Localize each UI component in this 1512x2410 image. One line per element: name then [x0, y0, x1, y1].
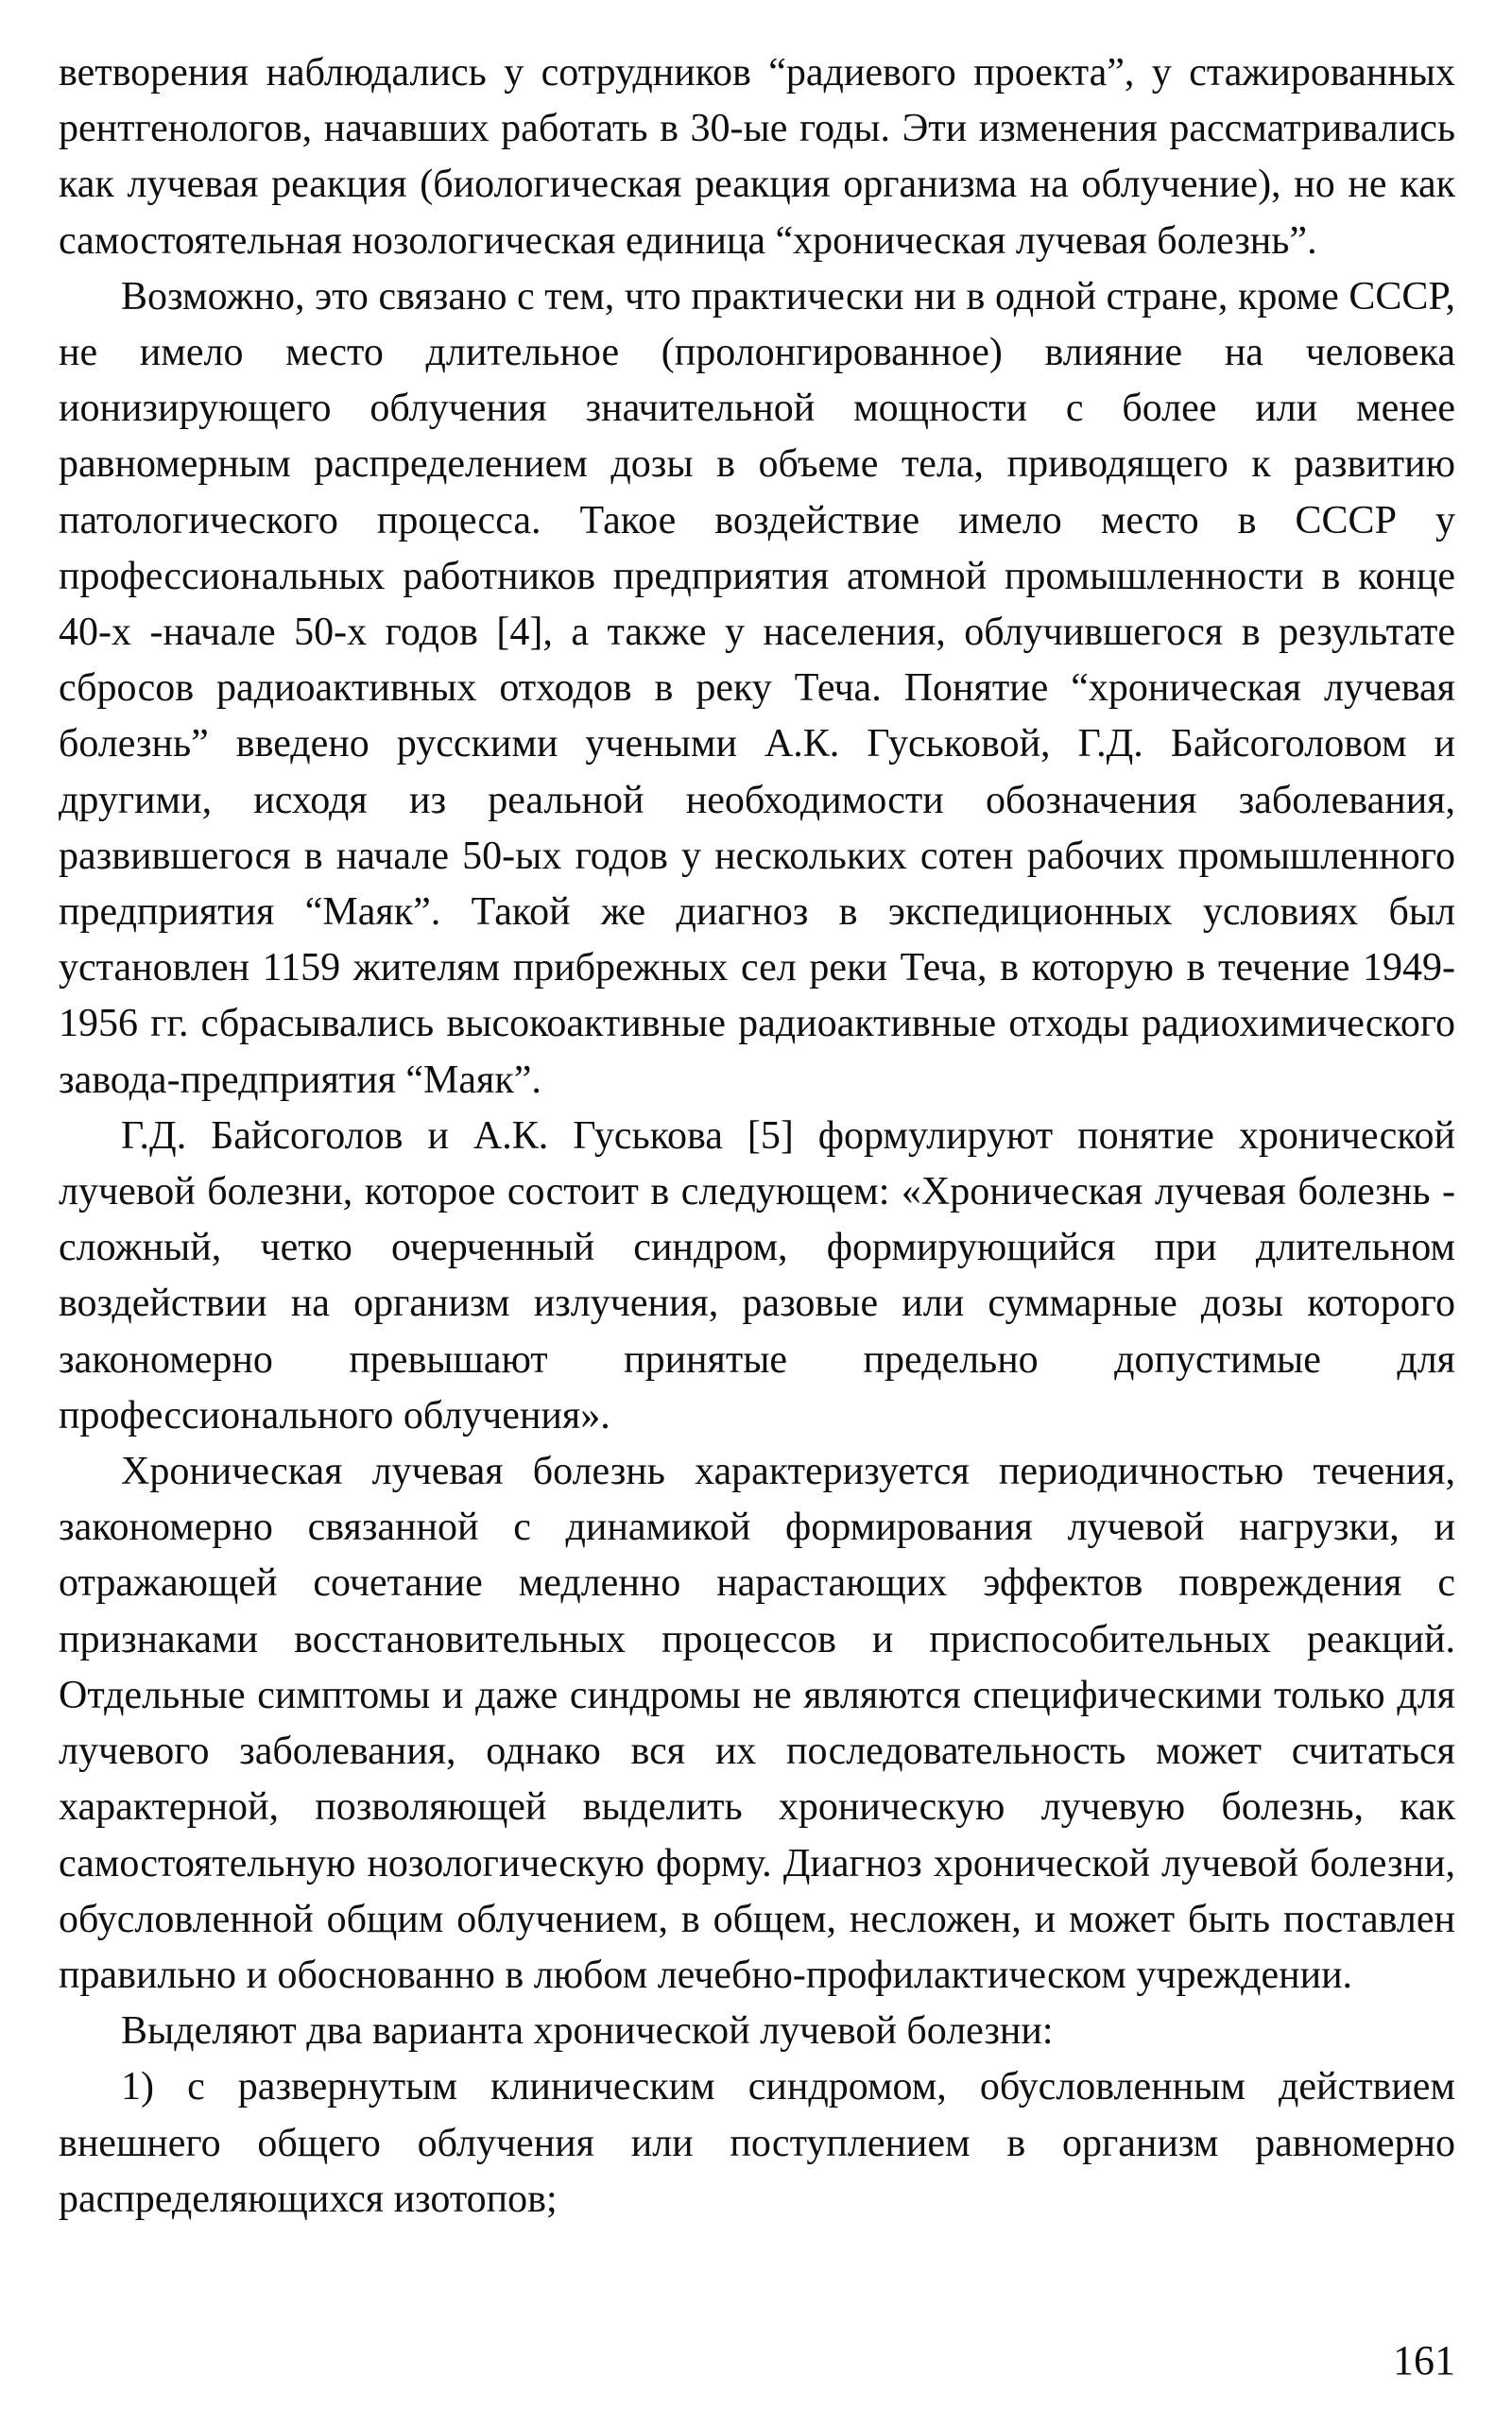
body-text — [59, 45, 1455, 2228]
paragraph-possible-reason: Возможно, это связано с тем, что практически ни в одной стране, кроме СССР, не имело место длительное (пролонгированное) влияние на человека ионизирующего облучения значительной мощности с более или менее равномерным распределением дозы в объеме тела, приводящего к развитию патологического процесса. Такое воздействие имело место в СССР у профессиональных работников предприятия атомной промышленности в конце 40-х -начале 50-х годов [4], а также у населения, облучившегося в результате сбросов радиоактивных отходов в реку Теча. Понятие “хроническая лучевая болезнь” введено русскими учеными А.К. Гуськовой, Г.Д. Байсоголовом и другими, исходя из реальной необходимости обозначения заболевания, развившегося в начале 50-ых годов у нескольких сотен рабочих промышленного предприятия “Маяк”. Такой же диагноз в экспедиционных условиях был установлен 1159 жителям прибрежных сел реки Теча, в которую в течение 1949-1956 гг. сбрасывались высокоактивные радиоактивные отходы радиохимического завода-предприятия “Маяк”. — [59, 274, 1455, 1102]
paragraph-variants-intro: Выделяют два варианта хронической лучевой болезни: — [121, 2009, 1054, 2054]
list-item-variant-1: 1) с развернутым клиническим синдромом, обусловленным действием внешнего общего облучения или поступлением в организм равномерно распределяющихся изотопов; — [59, 2065, 1455, 2221]
paragraph-definition: Г.Д. Байсоголов и А.К. Гуськова [5] формулируют понятие хронической лучевой болезни, которое состоит в следующем: «Хроническая лучевая болезнь - сложный, четко очерченный синдром, формирующийся при длительном воздействии на организм излучения, разовые или суммарные дозы которого закономерно превышают принятые предельно допустимые для профессионального облучения». — [59, 1113, 1455, 1437]
page-number: 161 — [1393, 2337, 1455, 2384]
paragraph-characteristics: Хроническая лучевая болезнь характеризуется периодичностью течения, закономерно связанной с динамикой формирования лучевой нагрузки, и отражающей сочетание медленно нарастающих эффектов повреждения с признаками восстановительных процессов и приспособительных реакций. Отдельные симптомы и даже синдромы не являются специфическими только для лучевого заболевания, однако вся их последовательность может считаться характерной, позволяющей выделить хроническую лучевую болезнь, как самостоятельную нозологическую форму. Диагноз хронической лучевой болезни, обусловленной общим облучением, в общем, несложен, и может быть поставлен правильно и обоснованно в любом лечебно-профилактическом учреждении. — [59, 1450, 1455, 1997]
paragraph-continuation: ветворения наблюдались у сотрудников “радиевого проекта”, у стажированных рентгенологов, начавших работать в 30-ые годы. Эти изменения рассматривались как лучевая реакция (биологическая реакция организма на облучение), но не как самостоятельная нозологическая единица “хроническая лучевая болезнь”. — [59, 51, 1455, 263]
